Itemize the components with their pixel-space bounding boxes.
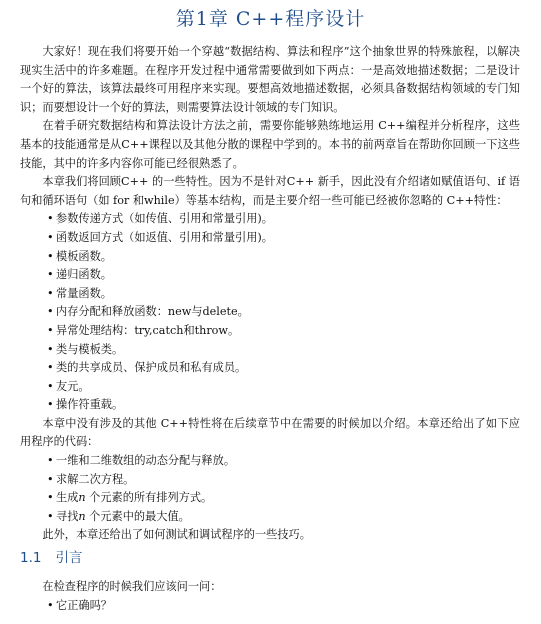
list-item: • 内存分配和释放函数：new与delete。	[47, 303, 520, 322]
section-number: 1.1	[20, 550, 42, 566]
question-list	[20, 597, 520, 616]
intro-paragraph-5: 此外，本章还给出了如何测试和调试程序的一些技巧。	[42, 528, 311, 542]
chapter-title: 第1章 C++程序设计	[175, 8, 366, 30]
chapter-intro	[20, 43, 520, 545]
intro-paragraph-3: 本章我们将回顾C++ 的一些特性。因为不是针对C++ 新手，因此没有介绍诸如赋值语句、if 语句和循环语句（如 for 和while）等基本结构，而是主要介绍一些可能已经被你忽略的 C++特性：	[20, 175, 520, 207]
section-title: 引言	[55, 550, 83, 566]
list-item: • 模板函数。	[47, 248, 520, 267]
list-item: • 函数返回方式（如返值、引用和常量引用)。	[47, 229, 520, 248]
list-item: • 一维和二维数组的动态分配与释放。	[47, 452, 520, 471]
application-list	[20, 452, 520, 526]
list-item: • 类的共享成员、保护成员和私有成员。	[47, 359, 520, 378]
list-item: • 操作符重载。	[47, 396, 520, 415]
section-heading	[20, 549, 82, 567]
section-body	[20, 578, 520, 615]
section-paragraph-1: 在检查程序的时候我们应该问一问：	[42, 580, 222, 593]
list-item: • 常量函数。	[47, 285, 520, 304]
list-item: • 它正确吗？	[47, 597, 520, 616]
list-item: • 友元。	[47, 378, 520, 397]
list-item: • 生成n 个元素的所有排列方式。	[47, 489, 520, 508]
list-item: • 异常处理结构：try,catch和throw。	[47, 322, 520, 341]
intro-paragraph-4: 本章中没有涉及的其他 C++特性将在后续章节中在需要的时候加以介绍。本章还给出了如下应用程序的代码：	[20, 416, 520, 449]
intro-paragraph-2: 在着手研究数据结构和算法设计方法之前，需要你能够熟练地运用 C++编程并分析程序，这些基本的技能通常是从C++课程以及其他分散的课程中学到的。本书的前两章旨在帮助你回顾一下这些技能，其中的许多内容你可能已经很熟悉了。	[20, 119, 520, 170]
list-item: • 类与模板类。	[47, 341, 520, 360]
list-item: • 求解二次方程。	[47, 471, 520, 490]
intro-paragraph-1: 大家好！现在我们将要开始一个穿越“数据结构、算法和程序”这个抽象世界的特殊旅程，以解决现实生活中的许多难题。在程序开发过程中通常需要做到如下两点：一是高效地描述数据；二是设计一个好的算法，该算法最终可用程序来实现。要想高效地描述数据，必须具备数据结构领域的专门知识；而要想设计一个好的算法，则需要算法设计领域的专门知识。	[20, 45, 520, 114]
list-item: • 寻找n 个元素中的最大值。	[47, 508, 520, 527]
list-item: • 参数传递方式（如传值、引用和常量引用)。	[47, 210, 520, 229]
feature-list	[20, 210, 520, 415]
list-item: • 递归函数。	[47, 266, 520, 285]
